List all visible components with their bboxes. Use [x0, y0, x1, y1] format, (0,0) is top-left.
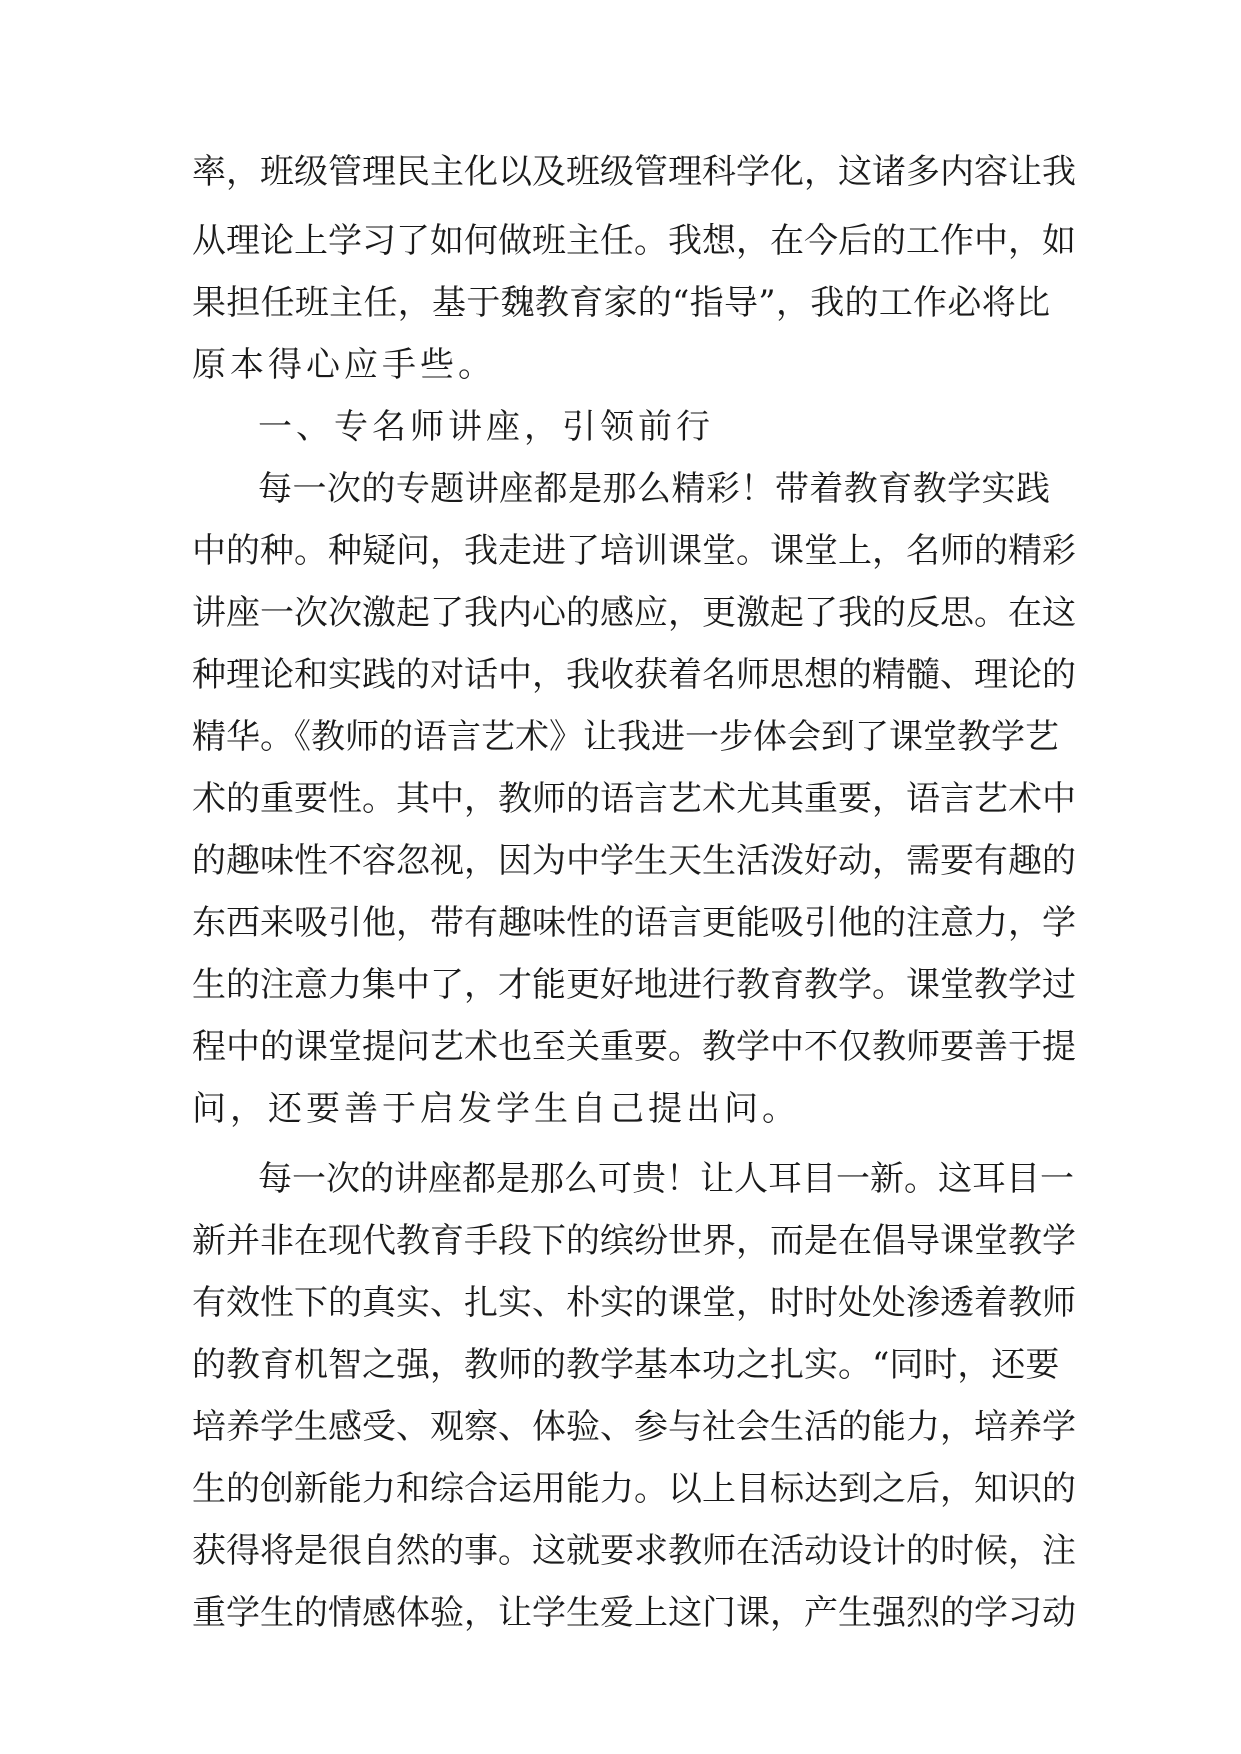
text-line: 重学生的情感体验，让学生爱上这门课，产生强烈的学习动	[192, 1593, 1076, 1633]
text-line: 中的种。种疑问，我走进了培训课堂。课堂上，名师的精彩	[192, 531, 1076, 571]
text-line: 讲座一次次激起了我内心的感应，更激起了我的反思。在这	[192, 593, 1076, 633]
text-line: 有效性下的真实、扎实、朴实的课堂，时时处处渗透着教师	[192, 1283, 1076, 1323]
text-line: 精华。《教师的语言艺术》让我进一步体会到了课堂教学艺	[192, 717, 1059, 757]
text-line: 获得将是很自然的事。这就要求教师在活动设计的时候，注	[192, 1531, 1076, 1571]
text-line: 率，班级管理民主化以及班级管理科学化，这诸多内容让我	[192, 152, 1076, 192]
text-line: 生的创新能力和综合运用能力。以上目标达到之后，知识的	[192, 1469, 1076, 1509]
text-line: 东西来吸引他，带有趣味性的语言更能吸引他的注意力，学	[192, 903, 1076, 943]
text-line: 培养学生感受、观察、体验、参与社会生活的能力，培养学	[192, 1407, 1076, 1447]
text-line: 原本得心应手些。	[192, 345, 496, 385]
text-line: 新并非在现代教育手段下的缤纷世界，而是在倡导课堂教学	[192, 1221, 1076, 1261]
paragraph-first-line: 每一次的专题讲座都是那么精彩！带着教育教学实践	[258, 469, 1050, 509]
paragraph-first-line: 每一次的讲座都是那么可贵！让人耳目一新。这耳目一	[258, 1159, 1074, 1199]
text-line: 种理论和实践的对话中，我收获着名师思想的精髓、理论的	[192, 655, 1076, 695]
text-line: 果担任班主任，基于魏教育家的“指导”，我的工作必将比	[192, 283, 1050, 323]
text-line: 生的注意力集中了，才能更好地进行教育教学。课堂教学过	[192, 965, 1076, 1005]
text-line: 从理论上学习了如何做班主任。我想，在今后的工作中，如	[192, 221, 1076, 261]
text-line: 的趣味性不容忽视，因为中学生天生活泼好动，需要有趣的	[192, 841, 1076, 881]
text-line: 程中的课堂提问艺术也至关重要。教学中不仅教师要善于提	[192, 1027, 1076, 1067]
text-line: 问，还要善于启发学生自己提出问。	[192, 1089, 800, 1129]
text-line: 术的重要性。其中，教师的语言艺术尤其重要，语言艺术中	[192, 779, 1076, 819]
text-line: 的教育机智之强，教师的教学基本功之扎实。“同时，还要	[192, 1345, 1060, 1385]
section-heading: 一、专名师讲座，引领前行	[258, 407, 714, 447]
